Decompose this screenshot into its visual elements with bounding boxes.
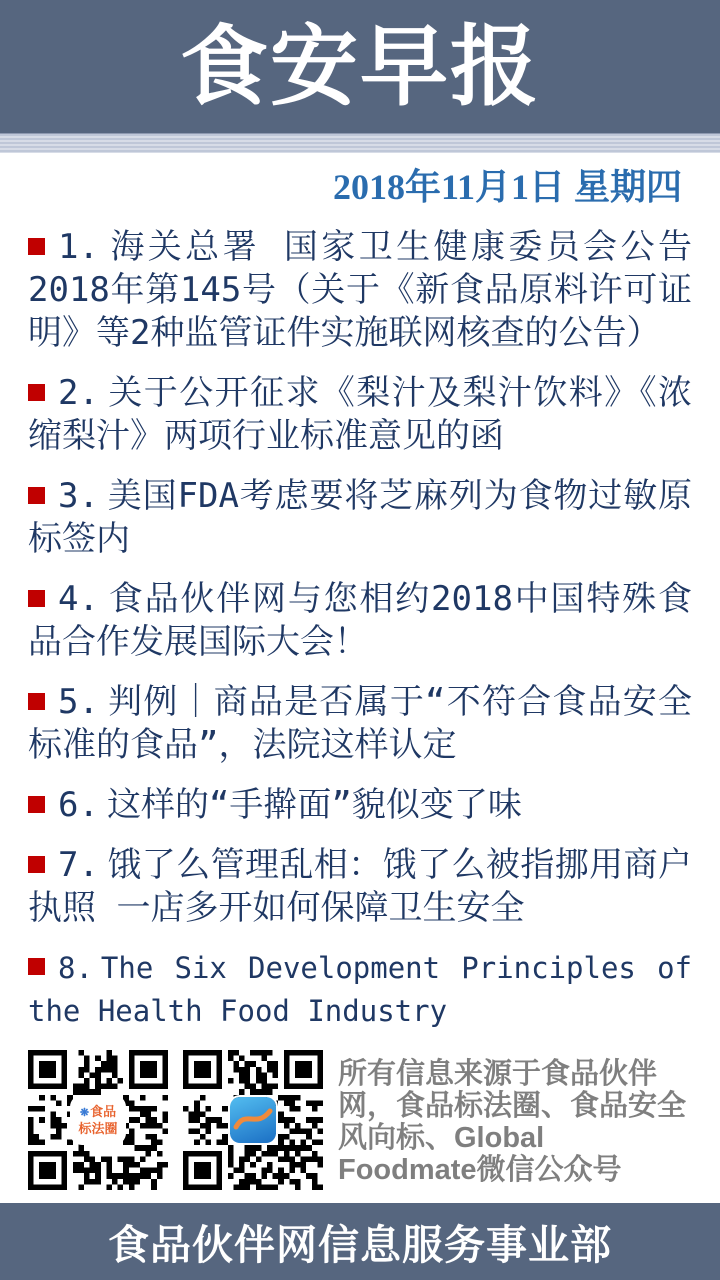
bullet-square-icon [28,796,45,813]
news-item-text: 美国FDA考虑要将芝麻列为食物过敏原标签内 [28,476,692,559]
qr-code-fengxiangbiao [183,1050,323,1190]
header-banner [0,0,720,133]
news-item [28,226,692,355]
footer-banner [0,1203,720,1280]
news-item-text: 海关总署 国家卫生健康委员会公告2018年第145号（关于《新食品原料许可证明》等2种监管证件实施联网核查的公告） [28,227,692,353]
content-area [0,165,720,1190]
news-item-text: The Six Development Principles of the Health Food Industry [28,951,692,1028]
bullet-square-icon [28,487,45,504]
news-item-text: 饿了么管理乱相：饿了么被指挪用商户执照 一店多开如何保障卫生安全 [28,845,692,928]
source-note: 所有信息来源于食品伙伴网，食品标法圈、食品安全风向标、Global Foodmate微信公众号 [338,1058,687,1186]
news-item-number: 2. [58,373,99,413]
page-title: 食安早报 [179,16,540,116]
bullet-square-icon [28,693,45,710]
bullet-square-icon [28,238,45,255]
news-item-text: 食品伙伴网与您相约2018中国特殊食品合作发展国际大会！ [28,579,692,662]
news-item-text: 关于公开征求《梨汁及梨汁饮料》《浓缩梨汁》两项行业标准意见的函 [28,373,692,456]
news-item [28,844,692,930]
news-item-number: 6. [58,785,99,825]
header-divider-stripes [0,133,720,153]
news-item-number: 5. [58,682,99,722]
qr-center-app-icon [230,1097,276,1143]
news-item [28,784,692,827]
news-item [28,681,692,767]
footer-text: 食品伙伴网信息服务事业部 [108,1222,612,1268]
qr-center-logo-biaofaquan [72,1097,124,1143]
bullet-square-icon [28,958,45,975]
logo-star-icon: ❋ [79,1107,90,1119]
qr-section [28,1050,692,1190]
bullet-square-icon [28,590,45,607]
news-item [28,947,692,1033]
news-list [28,226,692,1033]
logo-text-line2: 标法圈 [78,1121,118,1136]
news-item [28,475,692,561]
date-line: 2018年11月1日 星期四 [332,167,682,207]
news-item-number: 3. [58,476,99,516]
news-item [28,372,692,458]
news-item-number: 4. [58,579,99,619]
news-item-text: 判例｜商品是否属于“不符合食品安全标准的食品”，法院这样认定 [28,682,692,765]
news-item-number: 7. [58,845,99,885]
swoosh-icon [230,1097,276,1143]
news-item-number: 1. [58,227,99,267]
news-item [28,578,692,664]
logo-text-line1: 食品 [90,1104,117,1119]
news-item-text: 这样的“手擀面”貌似变了味 [106,785,522,825]
news-item-number: 8. [58,951,93,985]
qr-code-biaofaquan [28,1050,168,1190]
bullet-square-icon [28,384,45,401]
bullet-square-icon [28,856,45,873]
